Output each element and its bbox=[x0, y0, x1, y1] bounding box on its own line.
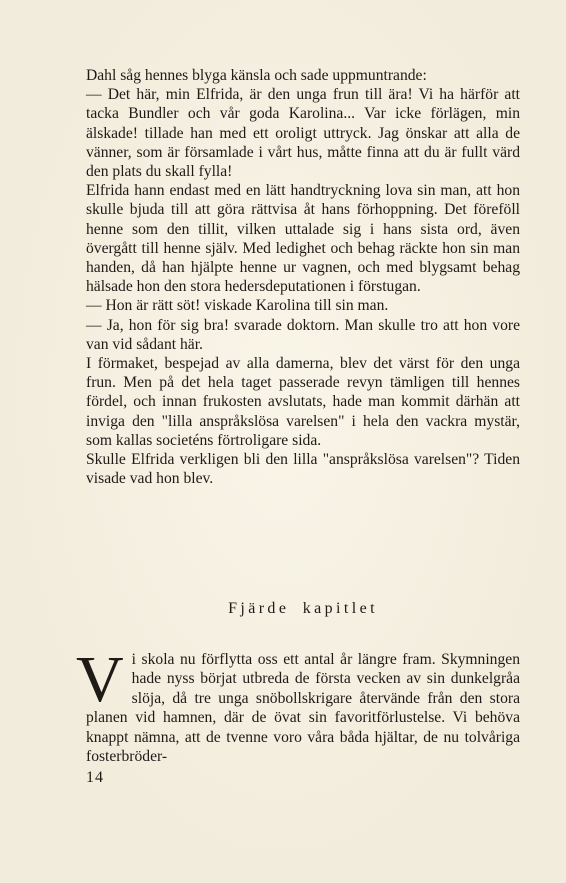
paragraph: I förmaket, bespejad av alla damerna, blev det värst för den unga frun. Men på det hela taget passerade revyn tämligen till hennes fördel, och innan frukosten avslutats, hade man kommit därhän att inviga den "lilla anspråkslösa varelsen" i hela den vackra mystär, som kallas societéns förtroligare sida. bbox=[86, 355, 520, 449]
paragraph: Elfrida hann endast med en lätt handtryckning lova sin man, att hon skulle bjuda till att göra rättvisa åt hans förhoppning. Det föreföll henne som den tillit, vilken uttalade sig i hans sista ord, även övergått till henne själv. Med ledighet och behag räckte hon sin man handen, då han hjälpte henne ur vagnen, och med blygsamt behag hälsade hon den stora hedersdeputationen i förstugan. bbox=[86, 182, 520, 296]
body-text bbox=[86, 66, 520, 488]
chapter-paragraph: i skola nu förflytta oss ett antal år längre fram. Skymningen hade nyss börjat utbreda de första vecken av sin dunkelgråa slöja, då tre unga snöbollskrigare återvände från den stora planen vid hamnen, där de övat sin favoritförlustelse. Vi behöva knappt nämna, att de tvenne voro våra båda hjältar, de nu tolvåriga fosterbröder- bbox=[86, 651, 520, 766]
chapter-title: Fjärde kapitlet bbox=[228, 600, 378, 617]
paragraph: Skulle Elfrida verkligen bli den lilla "anspråkslösa varelsen"? Tiden visade vad hon blev. bbox=[86, 451, 520, 488]
paragraph: — Ja, hon för sig bra! svarade doktorn. Man skulle tro att hon vore van vid sådant här. bbox=[86, 316, 520, 353]
paragraph: — Hon är rätt söt! viskade Karolina till sin man. bbox=[86, 297, 389, 315]
chapter-opening bbox=[76, 643, 520, 766]
page-number: 14 bbox=[86, 769, 104, 786]
paragraph: Dahl såg hennes blyga känsla och sade uppmuntrande: bbox=[86, 67, 427, 84]
paragraph: — Det här, min Elfrida, är den unga frun till ära! Vi ha härför att tacka Bundler och vår goda Karolina... Var icke förlägen, min älskade! tillade han med ett oroligt uttryck. Jag önskar att alla de vänner, som är församlade i vårt hus, måtte finna att du är fullt värd den plats du skall fylla! bbox=[86, 86, 520, 181]
drop-cap-letter: V bbox=[76, 643, 124, 716]
